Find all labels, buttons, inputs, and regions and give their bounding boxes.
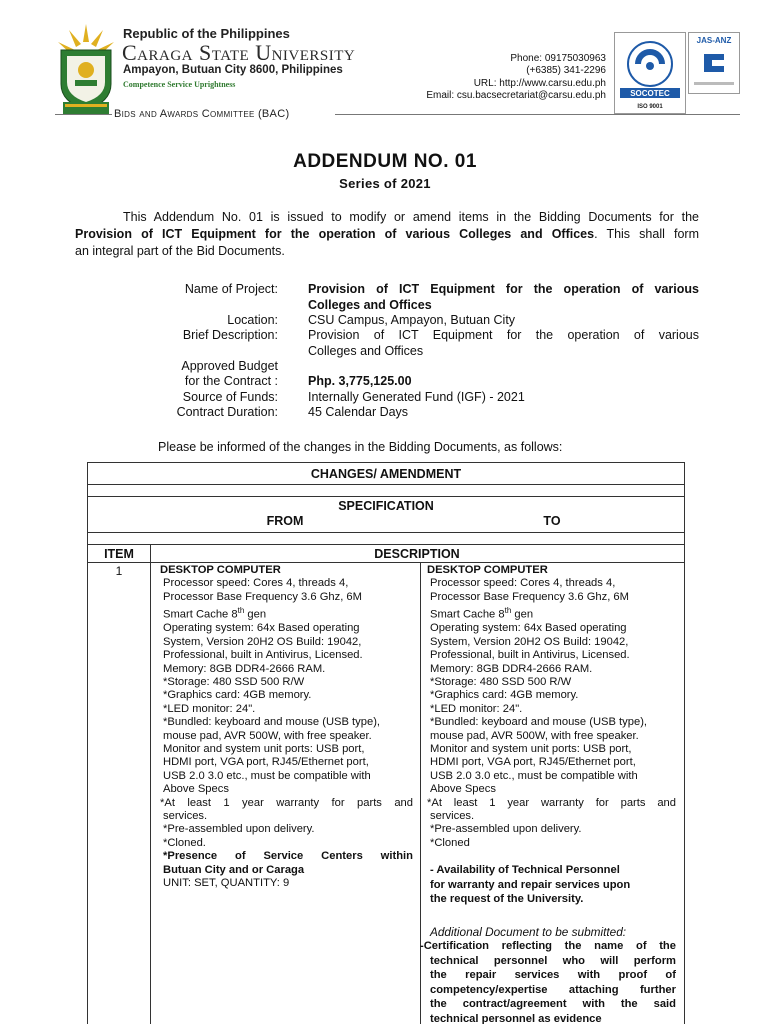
- approved-budget-value: Php. 3,775,125.00: [308, 374, 412, 388]
- from-line: *Bundled: keyboard and mouse (USB type),: [163, 716, 381, 729]
- to-spacer: [430, 850, 676, 863]
- to-line: *Graphics card: 4GB memory.: [430, 689, 579, 702]
- to-cache-gen: gen: [511, 608, 534, 621]
- from-line: System, Version 20H2 OS Build: 19042,: [163, 635, 362, 648]
- intro-line-2-tail: . This shall form: [594, 227, 699, 241]
- additional-document-label: Additional Document to be submitted:: [430, 924, 627, 939]
- letterhead: [0, 0, 770, 122]
- university-address: Ampayon, Butuan City 8600, Philippines: [123, 64, 343, 76]
- socotec-label: SOCOTEC: [630, 89, 670, 98]
- to-line: *Bundled: keyboard and mouse (USB type),: [430, 716, 648, 729]
- to-line: Professional, built in Antivirus, Licensed.: [430, 649, 630, 662]
- from-header: FROM: [266, 514, 304, 528]
- amendment-table: [87, 462, 685, 1024]
- from-line: Processor Base Frequency 3.6 Ghz, 6M: [163, 590, 362, 603]
- to-line: USB 2.0 3.0 etc., must be compatible with: [430, 769, 638, 782]
- from-to-column-divider: [420, 562, 421, 1024]
- to-title: DESKTOP COMPUTER: [427, 564, 548, 576]
- to-line: *At least 1 year warranty for parts and: [427, 796, 676, 809]
- committee-name: Bids and Awards Committee (BAC): [114, 108, 290, 120]
- availability-line: the request of the University.: [430, 893, 584, 906]
- from-line: services.: [163, 810, 208, 823]
- to-line: Processor Base Frequency 3.6 Ghz, 6M: [430, 590, 629, 603]
- approved-budget-label-1: Approved Budget: [181, 359, 278, 373]
- brief-description-value: [308, 327, 699, 359]
- to-line: Above Specs: [430, 783, 496, 796]
- phone-line-1: Phone: 09175030963: [510, 53, 606, 64]
- certification-line: -Certification reflecting the name of the: [420, 940, 676, 953]
- name-of-project-value: [308, 281, 699, 313]
- to-line: Monitor and system unit ports: USB port,: [430, 743, 632, 756]
- specification-header: SPECIFICATION: [338, 499, 434, 513]
- table-rule: [88, 496, 684, 497]
- table-rule: [88, 484, 684, 485]
- brief-line-2: Colleges and Offices: [308, 344, 424, 358]
- from-line: UNIT: SET, QUANTITY: 9: [163, 877, 290, 890]
- to-cache-text: Smart Cache 8: [430, 608, 505, 621]
- from-line: Monitor and system unit ports: USB port,: [163, 743, 365, 756]
- iso-label: ISO 9001: [637, 104, 663, 110]
- project-name-line-2: Colleges and Offices: [308, 298, 432, 312]
- jas-anz-label: JAS-ANZ: [696, 36, 732, 45]
- name-of-project-label: Name of Project:: [184, 282, 278, 296]
- item-column-divider: [150, 544, 151, 1024]
- to-line: System, Version 20H2 OS Build: 19042,: [430, 635, 629, 648]
- from-line: [163, 604, 413, 622]
- document-title: ADDENDUM NO. 01: [293, 151, 477, 172]
- availability-line: for warranty and repair services upon: [430, 878, 631, 891]
- from-line: *Storage: 480 SSD 500 R/W: [163, 675, 305, 688]
- certification-line: the contract/agreement with the said: [430, 998, 676, 1011]
- from-cache-text: Smart Cache 8: [163, 608, 238, 621]
- to-line: Memory: 8GB DDR4-2666 RAM.: [430, 662, 593, 675]
- from-line: *At least 1 year warranty for parts and: [160, 796, 413, 809]
- from-line: *Pre-assembled upon delivery.: [163, 823, 315, 836]
- to-line: mouse pad, AVR 500W, with free speaker.: [430, 729, 639, 742]
- item-number: 1: [115, 564, 123, 578]
- from-line: Processor speed: Cores 4, threads 4,: [163, 577, 349, 590]
- table-rule: [88, 532, 684, 533]
- intro-line-3: an integral part of the Bid Documents.: [75, 244, 285, 258]
- from-line: mouse pad, AVR 500W, with free speaker.: [163, 729, 372, 742]
- project-name-line-1: Provision of ICT Equipment for the operation of various: [308, 282, 699, 296]
- email-line: Email: csu.bacsecretariat@carsu.edu.ph: [426, 89, 606, 101]
- republic-text: Republic of the Philippines: [123, 26, 290, 41]
- table-rule: [88, 562, 684, 563]
- jas-anz-certification-icon: [688, 32, 740, 94]
- document-series: Series of 2021: [339, 176, 431, 191]
- from-line: *Cloned.: [163, 836, 206, 849]
- from-cache-sup: th: [237, 606, 245, 616]
- source-of-funds-value: Internally Generated Fund (IGF) - 2021: [308, 390, 525, 404]
- to-spacer: [430, 907, 676, 925]
- phone-line-2: (+6385) 341-2296: [526, 65, 606, 77]
- from-line: USB 2.0 3.0 etc., must be compatible with: [163, 769, 371, 782]
- to-header: TO: [543, 514, 561, 528]
- brief-line-1: Provision of ICT Equipment for the operation of various: [308, 328, 699, 342]
- from-spec-cell: [160, 564, 413, 890]
- from-line: *Presence of Service Centers within: [163, 850, 413, 863]
- to-line: *Storage: 480 SSD 500 R/W: [430, 675, 572, 688]
- availability-line: - Availability of Technical Personnel: [430, 864, 620, 877]
- university-name: Caraga State University: [122, 40, 356, 65]
- contract-duration-label: Contract Duration:: [176, 405, 278, 419]
- to-line: *Pre-assembled upon delivery.: [430, 823, 582, 836]
- brief-description-label: Brief Description:: [182, 328, 278, 342]
- intro-line-2: [75, 226, 699, 243]
- to-line: [430, 604, 676, 622]
- from-line: Professional, built in Antivirus, Licensed.: [163, 649, 363, 662]
- to-line: *LED monitor: 24".: [430, 702, 523, 715]
- university-motto: Competence Service Uprightness: [123, 80, 236, 89]
- to-line: Processor speed: Cores 4, threads 4,: [430, 577, 616, 590]
- from-line: Operating system: 64x Based operating: [163, 622, 360, 635]
- changes-notice: Please be informed of the changes in the Bidding Documents, as follows:: [158, 440, 563, 454]
- from-line: Butuan City and or Caraga: [163, 863, 305, 876]
- contact-block: [426, 53, 606, 102]
- to-line: Operating system: 64x Based operating: [430, 622, 627, 635]
- certification-line: the repair services with proof of: [430, 969, 676, 982]
- to-line: *Cloned: [430, 836, 470, 849]
- intro-bold-project: Provision of ICT Equipment for the operation of various Colleges and Offices: [75, 227, 595, 241]
- from-line: *Graphics card: 4GB memory.: [163, 689, 312, 702]
- changes-header: CHANGES/ AMENDMENT: [310, 467, 462, 481]
- header-divider-right: [335, 114, 740, 115]
- certification-line: technical personnel as evidence: [430, 1012, 602, 1024]
- source-of-funds-label: Source of Funds:: [182, 390, 278, 404]
- from-line: HDMI port, VGA port, RJ45/Ethernet port,: [163, 756, 369, 769]
- from-line: Memory: 8GB DDR4-2666 RAM.: [163, 662, 326, 675]
- from-line: *LED monitor: 24".: [163, 702, 256, 715]
- certification-line: competency/expertise attaching further: [430, 983, 676, 996]
- university-seal-icon: [55, 22, 117, 117]
- location-value: CSU Campus, Ampayon, Butuan City: [308, 313, 516, 327]
- to-line: HDMI port, VGA port, RJ45/Ethernet port,: [430, 756, 636, 769]
- to-spec-cell: [420, 564, 676, 1024]
- intro-paragraph: [75, 209, 699, 260]
- description-header: DESCRIPTION: [374, 547, 460, 561]
- header-divider-left: [55, 114, 112, 115]
- from-line: Above Specs: [163, 783, 229, 796]
- to-line: services.: [430, 810, 475, 823]
- socotec-certification-icon: [614, 32, 686, 114]
- to-cache-sup: th: [504, 606, 512, 616]
- location-label: Location:: [227, 313, 278, 327]
- certification-line: technical personnel who will perform: [430, 954, 676, 967]
- contract-duration-value: 45 Calendar Days: [308, 405, 409, 419]
- url-line: URL: http://www.carsu.edu.ph: [473, 77, 606, 89]
- approved-budget-label-2: for the Contract :: [184, 374, 278, 388]
- intro-line-1: This Addendum No. 01 is issued to modify or amend items in the Bidding Documents for the: [123, 210, 699, 224]
- from-cache-gen: gen: [244, 608, 267, 621]
- table-rule: [88, 544, 684, 545]
- item-header: ITEM: [104, 547, 134, 561]
- from-title: DESKTOP COMPUTER: [160, 564, 281, 576]
- table-rule: [88, 462, 684, 463]
